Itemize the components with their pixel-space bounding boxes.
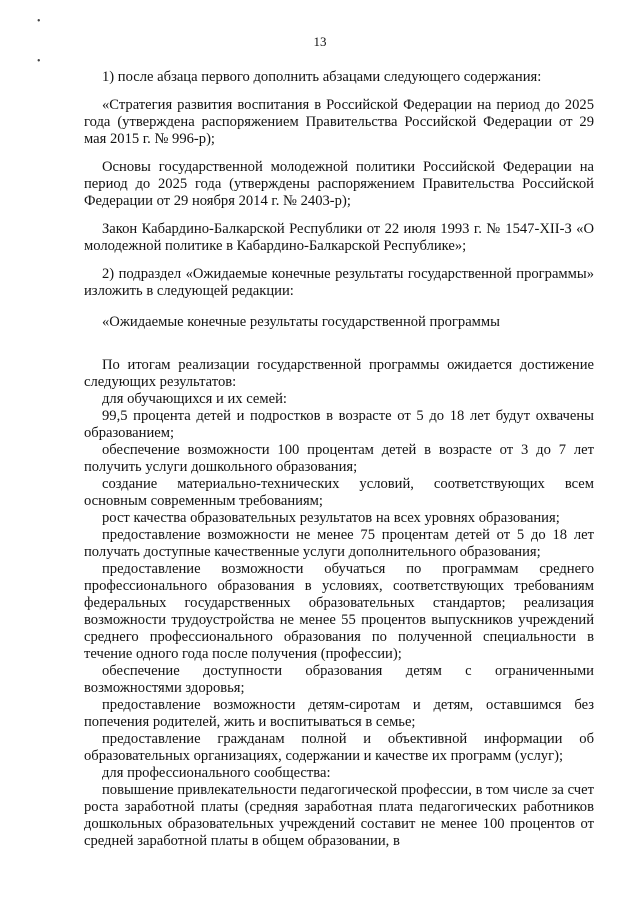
paragraph-amendment-2: 2) подраздел «Ожидаемые конечные результаты государственной программы» изложить в следующей редакции: (84, 266, 594, 299)
paragraph-information: предоставление гражданам полной и объективной информации об образовательных организациях, содержании и качестве их программ (услуг); (84, 731, 594, 764)
document-body (84, 69, 594, 850)
paragraph-amendment-1: 1) после абзаца первого дополнить абзацами следующего содержания: (102, 69, 542, 85)
paragraph-professional-community: для профессионального сообщества: (102, 765, 331, 781)
paragraph-preschool: обеспечение возможности 100 процентам детей в возрасте от 3 до 7 лет получить услуги дошкольного образования; (84, 442, 594, 475)
paragraph-quality: рост качества образовательных результатов на всех уровнях образования; (102, 510, 560, 526)
paragraph-accessibility: обеспечение доступности образования детям с ограниченными возможностями здоровья; (84, 663, 594, 696)
paragraph-coverage: 99,5 процента детей и подростков в возрасте от 5 до 18 лет будут охвачены образованием; (84, 408, 594, 441)
page-number: 13 (313, 34, 327, 49)
paragraph-conditions: создание материально-технических условий, соответствующих всем основным современным требованиям; (84, 476, 594, 509)
paragraph-youth-policy: Основы государственной молодежной политики Российской Федерации на период до 2025 года (утверждены распоряжением Правительства Российской Федерации от 29 ноября 2014 г. № 2403-р); (84, 159, 594, 209)
paragraph-additional-education: предоставление возможности не менее 75 процентам детей от 5 до 18 лет получать доступные качественные услуги дополнительного образования; (84, 527, 594, 560)
scan-mark: • (37, 56, 41, 67)
paragraph-vocational: предоставление возможности обучаться по программам среднего профессионального образования в условиях, соответствующих требованиям федеральных государственных образовательных стандартов; реализация возможности трудоустройства не менее 55 процентов выпускников учреждений среднего профессионального образования по полученной специальности в течение одного года после получения (профессии); (84, 561, 594, 662)
paragraph-kbr-law: Закон Кабардино-Балкарской Республики от 22 июля 1993 г. № 1547-XII-З «О молодежной политике в Кабардино-Балкарской Республике»; (84, 221, 594, 254)
paragraph-students-families: для обучающихся и их семей: (102, 391, 287, 407)
paragraph-orphans: предоставление возможности детям-сиротам и детям, оставшимся без попечения родителей, жить и воспитываться в семье; (84, 697, 594, 730)
scan-mark: • (37, 16, 41, 27)
paragraph-teacher-salary: повышение привлекательности педагогической профессии, в том числе за счет роста заработной платы (средняя заработная плата педагогических работников дошкольных образовательных учреждений составит не менее 100 процентов от средней заработной платы в общем образовании, в (84, 782, 594, 849)
paragraph-strategy: «Стратегия развития воспитания в Российской Федерации на период до 2025 года (утверждена распоряжением Правительства Российской Федерации от 29 мая 2015 г. № 996-р); (84, 97, 594, 147)
paragraph-results-intro: По итогам реализации государственной программы ожидается достижение следующих результатов: (84, 357, 594, 390)
section-heading: «Ожидаемые конечные результаты государственной программы (102, 314, 500, 330)
